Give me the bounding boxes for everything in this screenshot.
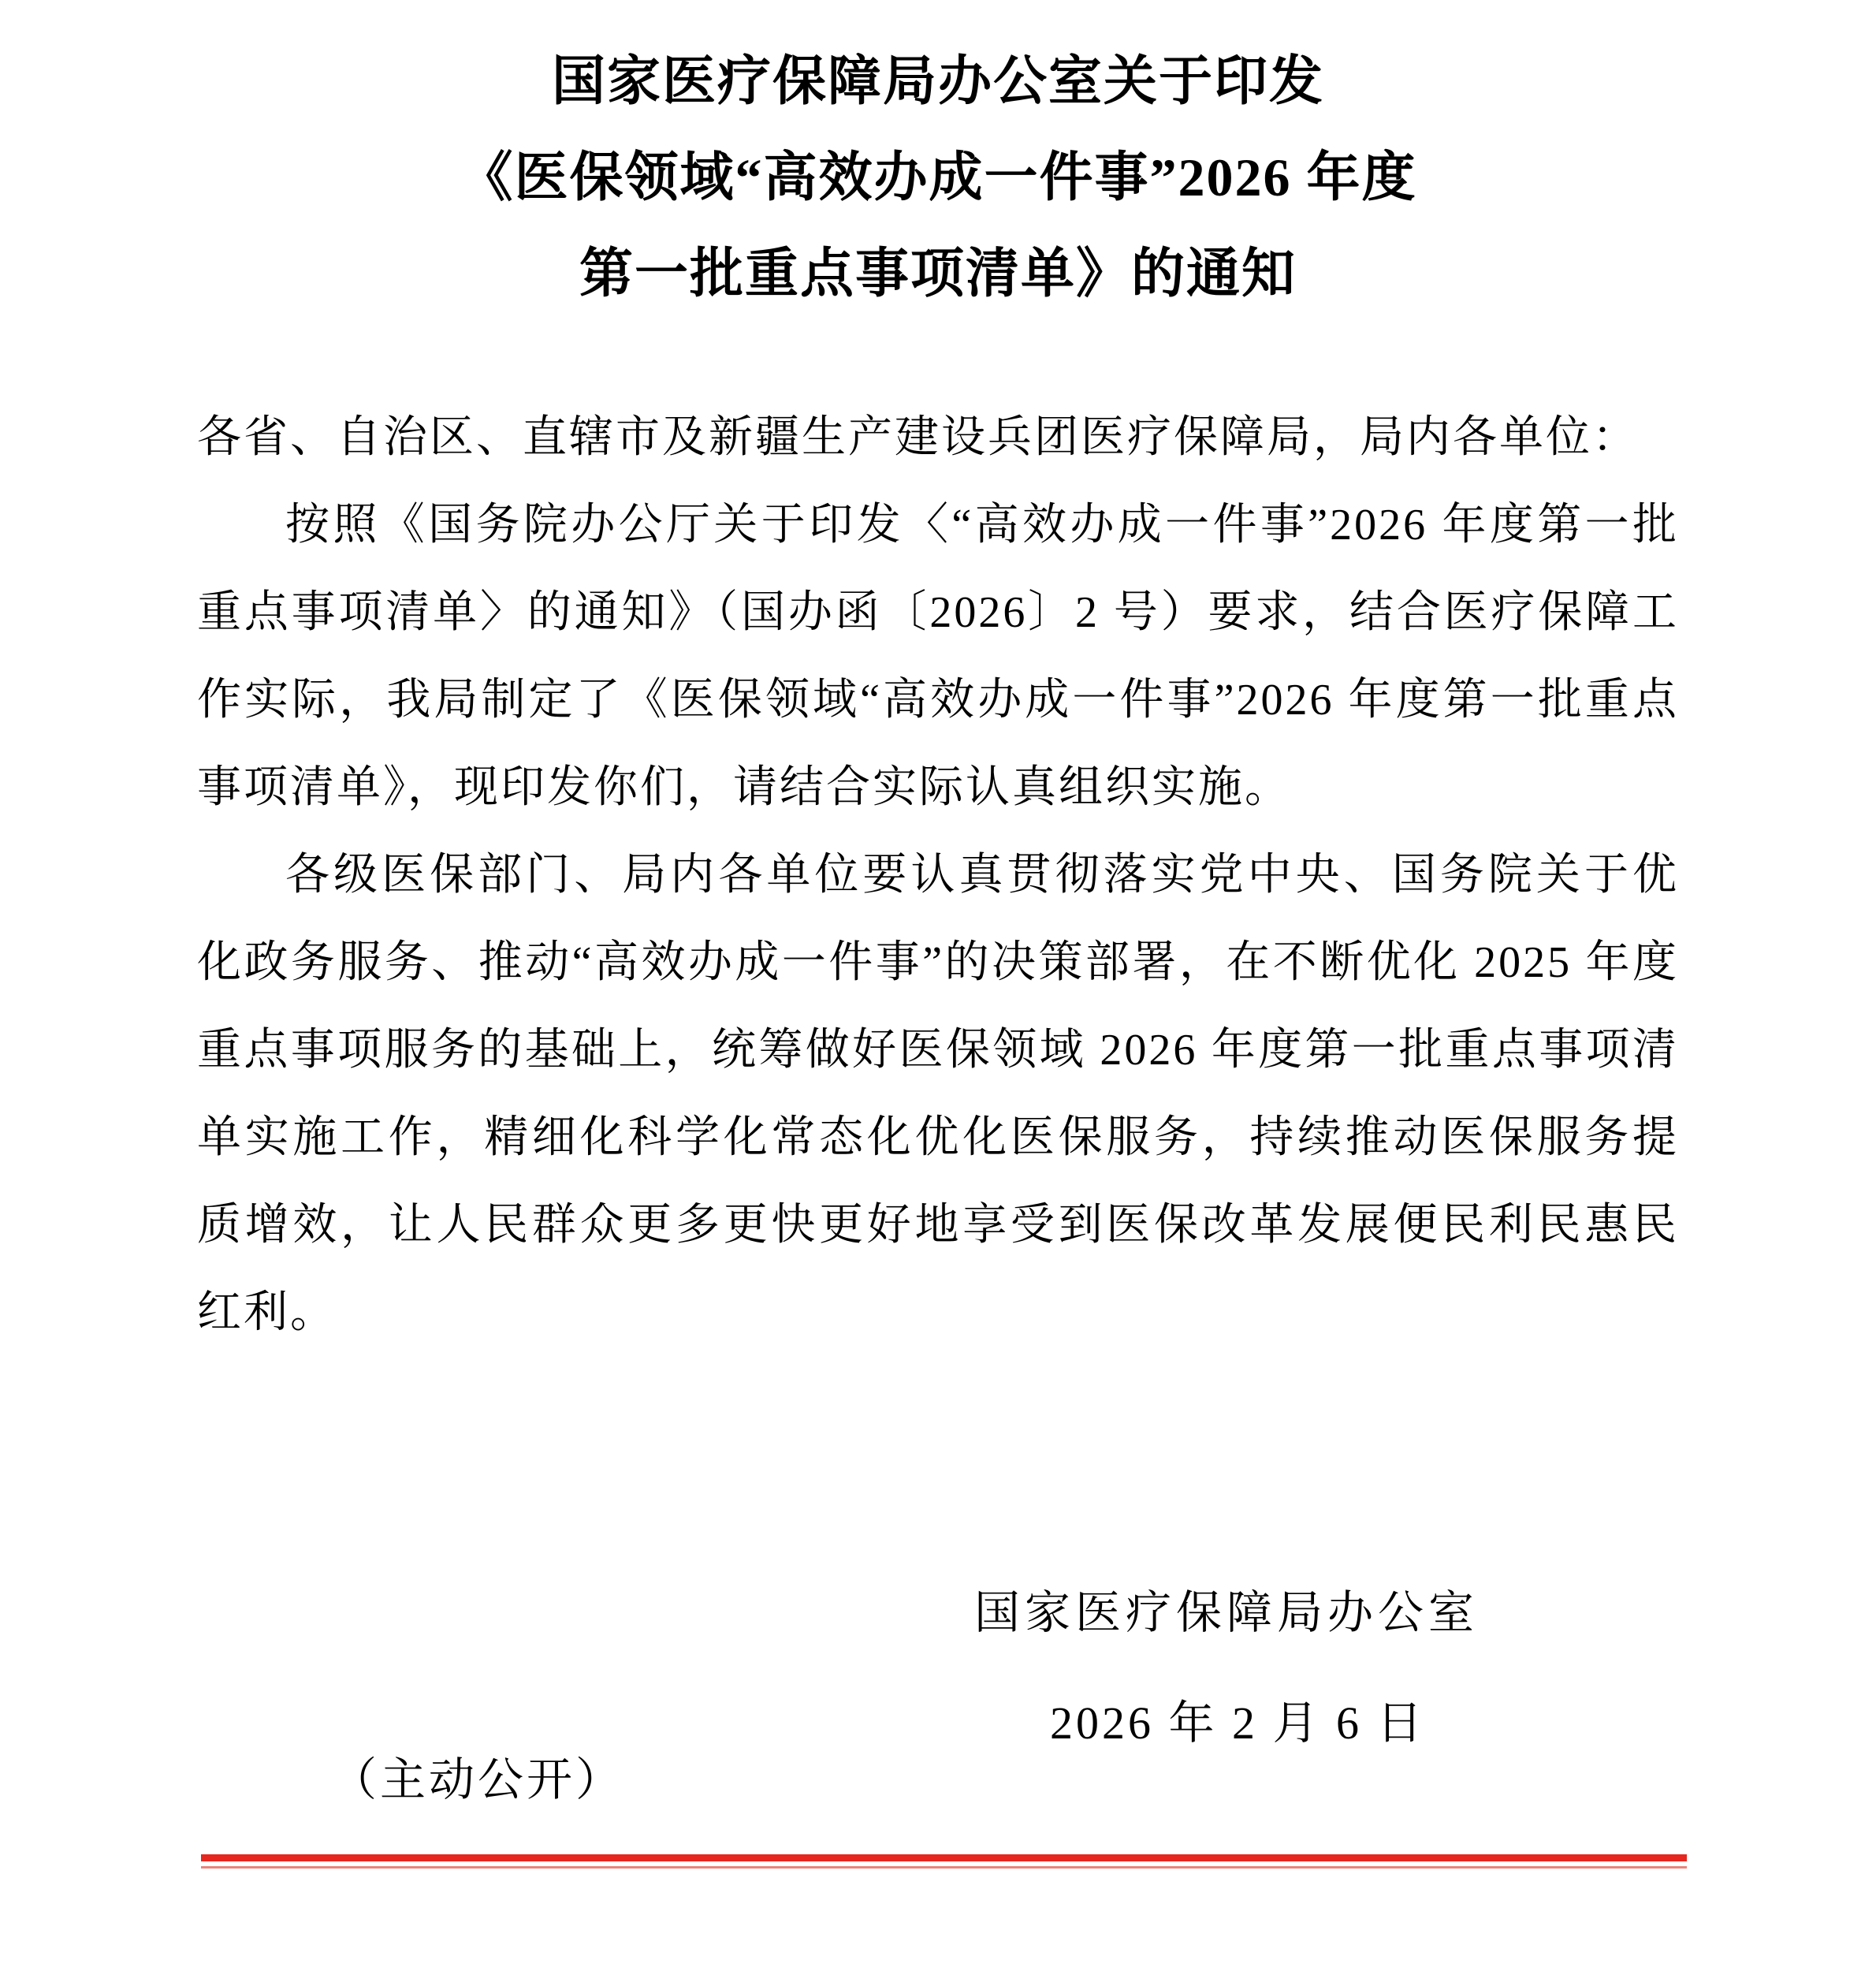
signature-date: 2026 年 2 月 6 日 — [1050, 1697, 1426, 1749]
disclosure-note: （主动公开） — [331, 1754, 625, 1805]
title-line-1: 国家医疗保障局办公室关于印发 — [551, 51, 1324, 111]
paragraph-1: 按照《国务院办公厅关于印发〈“高效办成一件事”2026 年度第一批重点事项清单〉的通知》（国办函〔2026〕2 号）要求，结合医疗保障工作实际，我局制定了《医保领域“高效办成一件事”2026 年度第一批重点事项清单》，现印发你们，请结合实际认真组织实施。 — [197, 501, 1679, 812]
footer-rule-thick — [201, 1854, 1687, 1861]
title-line-2: 《医保领域“高效办成一件事”2026 年度 — [459, 147, 1417, 207]
document-body — [197, 394, 1679, 1357]
title-line-3: 第一批重点事项清单》的通知 — [579, 244, 1297, 304]
signature-org: 国家医疗保障局办公室 — [974, 1587, 1480, 1638]
document-title — [0, 0, 1876, 322]
paragraph-2: 各级医保部门、局内各单位要认真贯彻落实党中央、国务院关于优化政务服务、推动“高效办成一件事”的决策部署，在不断优化 2025 年度重点事项服务的基础上，统筹做好医保领域 2026 年度第一批重点事项清单实施工作，精细化科学化常态化优化医保服务，持续推动医保服务提质增效，让人民群众更多更快更好地享受到医保改革发展便民利民惠民红利。 — [197, 851, 1679, 1337]
salutation: 各省、自治区、直辖市及新疆生产建设兵团医疗保障局，局内各单位： — [197, 413, 1639, 462]
footer-rule-thin — [201, 1866, 1687, 1869]
